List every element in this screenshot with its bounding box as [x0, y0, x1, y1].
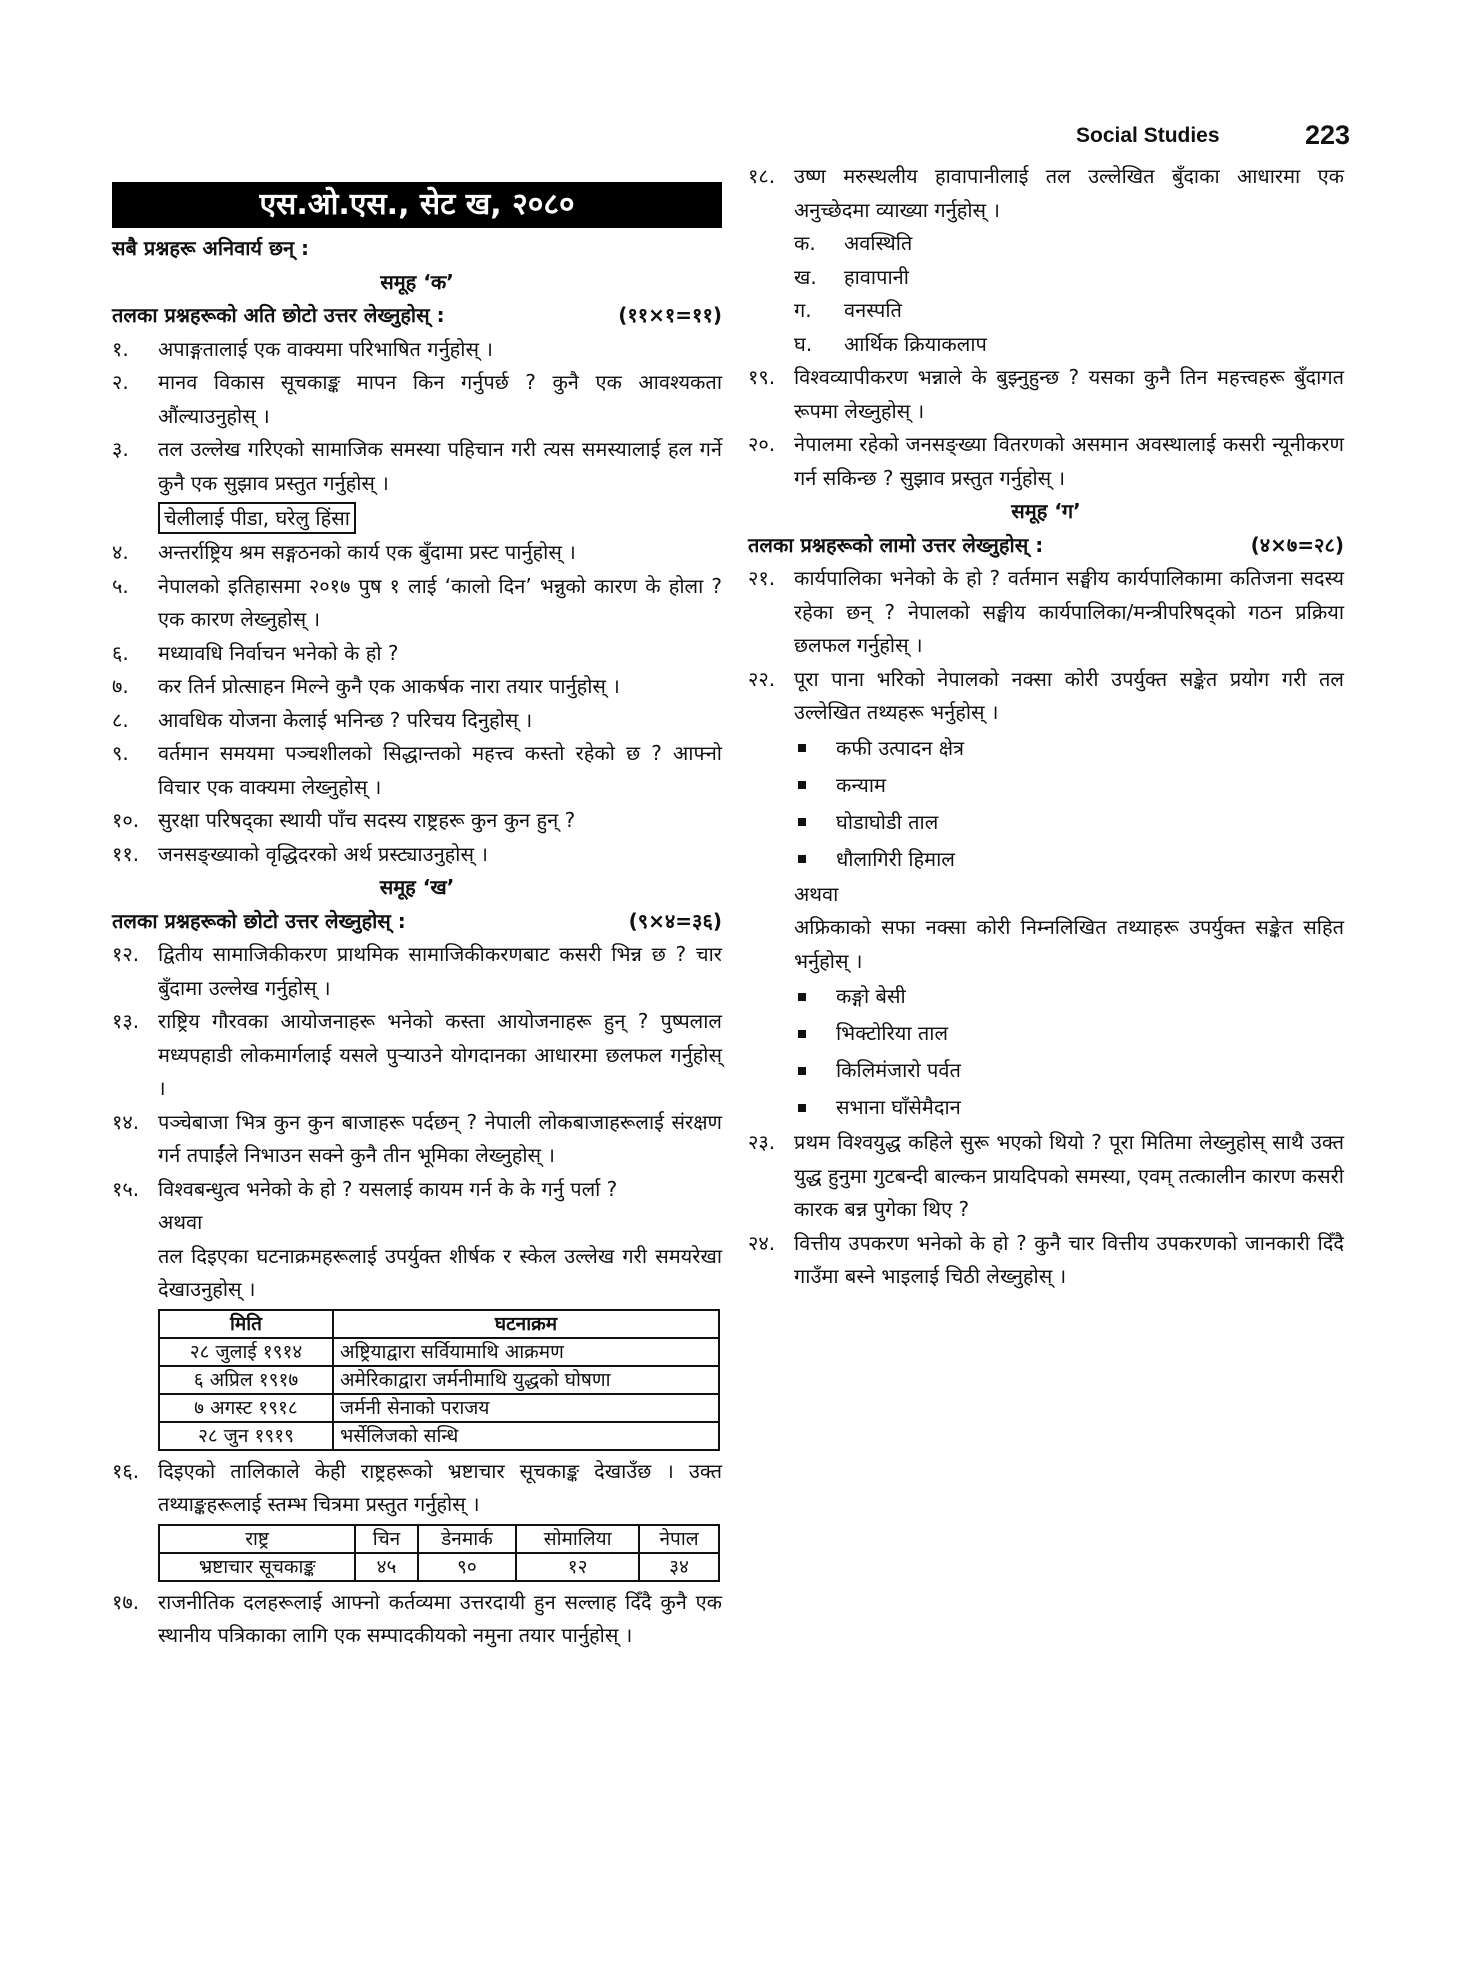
- bullet-text: घोडाघोडी ताल: [836, 809, 939, 834]
- table-header-row: [159, 1525, 719, 1553]
- square-bullet-icon: [798, 1067, 806, 1075]
- bullet-text: किलिमंजारो पर्वत: [836, 1058, 961, 1082]
- group-kha-marks: (९×४=३६): [628, 908, 722, 933]
- question-17: [112, 1586, 722, 1653]
- table-cell: ९०: [418, 1553, 517, 1581]
- group-ga-title: समूह ‘ग’: [1011, 499, 1081, 523]
- question-text: वित्तीय उपकरण भनेको के हो ? कुनै चार वित्तीय उपकरणको जानकारी दिँदै गाउँमा बस्ने भाइलाई चिठी लेख्नुहोस् ।: [794, 1230, 1344, 1288]
- group-kha-title: समूह ‘ख’: [379, 875, 455, 899]
- bullet-item: [748, 1089, 1344, 1126]
- question-11: [112, 838, 722, 872]
- question-text: पूरा पाना भरिको नेपालको नक्सा कोरी उपर्युक्त सङ्केत प्रयोग गरी तल उल्लेखित तथ्यहरू भर्नुहोस् ।: [794, 666, 1344, 724]
- bullet-item: [748, 1015, 1344, 1052]
- question-20: [748, 428, 1344, 495]
- question-text: प्रथम विश्वयुद्ध कहिले सुरू भएको थियो ? पूरा मितिमा लेख्नुहोस् साथै उक्त युद्ध हुनुमा गुटबन्दी बाल्कन प्रायदिपको समस्या, एवम् तत्कालीन कारण कसरी कारक बन्न पुगेका थिए ?: [794, 1130, 1344, 1221]
- table-row: [159, 1366, 719, 1394]
- question-number: ५.: [112, 573, 129, 598]
- page-number: 223: [1304, 120, 1350, 150]
- question-22-alt-text: अफ्रिकाको सफा नक्सा कोरी निम्नलिखित तथ्याहरू उपर्युक्त सङ्केत सहित भर्नुहोस् ।: [794, 915, 1344, 973]
- question-text: वर्तमान समयमा पञ्चशीलको सिद्धान्तको महत्त्व कस्तो रहेको छ ? आफ्नो विचार एक वाक्यमा लेख्नुहोस् ।: [158, 741, 722, 799]
- question-number: ७.: [112, 674, 129, 698]
- question-14: [112, 1106, 722, 1173]
- table-cell: जर्मनी सेनाको पराजय: [333, 1394, 719, 1422]
- group-ka-marks: (११×१=११): [618, 303, 722, 327]
- question-text: विश्वव्यापीकरण भन्नाले के बुझ्नुहुन्छ ? यसका कुनै तिन महत्त्वहरू बुँदागत रूपमा लेख्नुहोस् ।: [794, 365, 1344, 423]
- question-24: [748, 1227, 1344, 1294]
- question-22-or: अथवा: [794, 881, 839, 906]
- table-cell: २८ जुलाई १९१४: [159, 1338, 333, 1366]
- question-text: अन्तर्राष्ट्रिय श्रम सङ्गठनको कार्य एक बुँदामा प्रस्ट पार्नुहोस् ।: [158, 540, 576, 564]
- option-text: हावापानी: [844, 264, 909, 289]
- option-label: क.: [794, 231, 816, 255]
- question-number: २४.: [748, 1230, 776, 1255]
- bullet-text: कफी उत्पादन क्षेत्र: [836, 735, 965, 760]
- question-number: ६.: [112, 640, 129, 665]
- table-header-row: [159, 1310, 719, 1338]
- question-7: [112, 670, 722, 704]
- square-bullet-icon: [798, 1030, 806, 1038]
- table-cell: भर्सेलिजको सन्धि: [333, 1422, 719, 1450]
- table-row: [159, 1338, 719, 1366]
- question-4: [112, 536, 722, 570]
- question-15-or: अथवा: [158, 1210, 203, 1234]
- table-cell: ४५: [355, 1553, 417, 1581]
- question-number: १५.: [112, 1176, 140, 1201]
- table-header: सोमालिया: [516, 1525, 639, 1553]
- corruption-index-table: [158, 1524, 720, 1582]
- page-header: [1060, 120, 1350, 154]
- square-bullet-icon: [798, 1104, 806, 1112]
- group-kha-instruction-row: [112, 905, 722, 939]
- question-8: [112, 704, 722, 738]
- group-ka-title: समूह ‘क’: [380, 269, 454, 294]
- question-3: [112, 433, 722, 500]
- bullet-item: [748, 767, 1344, 804]
- question-number: ९.: [112, 741, 129, 765]
- table-cell: भ्रष्टाचार सूचकाङ्क: [159, 1553, 355, 1581]
- question-number: ८.: [112, 707, 129, 732]
- question-1: [112, 333, 722, 367]
- question-text: विश्वबन्धुत्व भनेको के हो ? यसलाई कायम गर्न के के गर्नु पर्ला ?: [158, 1176, 618, 1201]
- question-text: अपाङ्गतालाई एक वाक्यमा परिभाषित गर्नुहोस् ।: [158, 336, 493, 361]
- table-header: नेपाल: [639, 1525, 719, 1553]
- question-6: [112, 637, 722, 671]
- table-cell: अष्ट्रियाद्वारा सर्वियामाथि आक्रमण: [333, 1338, 719, 1366]
- question-number: २१.: [748, 566, 776, 590]
- question-text: पञ्चेबाजा भित्र कुन कुन बाजाहरू पर्दछन् ? नेपाली लोकबाजाहरूलाई संरक्षण गर्न तपाईंले निभाउन सक्ने कुनै तीन भूमिका लेख्नुहोस् ।: [158, 1109, 722, 1167]
- bullet-item: [748, 804, 1344, 841]
- question-5: [112, 570, 722, 637]
- question-text: कार्यपालिका भनेको के हो ? वर्तमान सङ्घीय कार्यपालिकामा कतिजना सदस्य रहेका छन् ? नेपालको सङ्घीय कार्यपालिका/मन्त्रीपरिषद्को गठन प्रक्रिया छलफल गर्नुहोस् ।: [794, 566, 1344, 657]
- option-label: ग.: [794, 298, 812, 322]
- group-ga-instruction-row: [748, 529, 1344, 563]
- right-column: [748, 160, 1344, 1294]
- question-text: आवधिक योजना केलाई भनिन्छ ? परिचय दिनुहोस् ।: [158, 707, 533, 732]
- table-row: [159, 1553, 719, 1581]
- question-text: कर तिर्न प्रोत्साहन मिल्ने कुनै एक आकर्षक नारा तयार पार्नुहोस् ।: [158, 674, 620, 698]
- question-number: २२.: [748, 666, 776, 691]
- option-item: [748, 328, 1344, 362]
- question-23: [748, 1126, 1344, 1227]
- bullet-text: सभाना घाँसेमैदान: [836, 1095, 961, 1119]
- table-header: राष्ट्र: [159, 1525, 355, 1553]
- question-9: [112, 737, 722, 804]
- group-ga-instruction: तलका प्रश्नहरूको लामो उत्तर लेख्नुहोस् :: [748, 532, 1044, 557]
- question-text: नेपालमा रहेको जनसङ्ख्या वितरणको असमान अवस्थालाई कसरी न्यूनीकरण गर्न सकिन्छ ? सुझाव प्रस्तुत गर्नुहोस् ।: [794, 432, 1344, 490]
- group-ka-instruction-row: [112, 299, 722, 333]
- table-row: [159, 1422, 719, 1450]
- bullet-text: भिक्टोरिया ताल: [836, 1021, 949, 1045]
- question-2: [112, 366, 722, 433]
- table-header: डेनमार्क: [418, 1525, 517, 1553]
- left-column: [112, 160, 722, 1653]
- table-header: घटनाक्रम: [333, 1310, 719, 1338]
- question-text: दिइएको तालिकाले केही राष्ट्रहरूको भ्रष्टाचार सूचकाङ्क देखाउँछ । उक्त तथ्याङ्कहरूलाई स्तम्भ चित्रमा प्रस्तुत गर्नुहोस् ।: [158, 1458, 722, 1516]
- table-row: [159, 1394, 719, 1422]
- question-text: उष्ण मरुस्थलीय हावापानीलाई तल उल्लेखित बुँदाका आधारमा एक अनुच्छेदमा व्याख्या गर्नुहोस् ।: [794, 164, 1344, 222]
- group-kha-instruction: तलका प्रश्नहरूको छोटो उत्तर लेख्नुहोस् :: [112, 908, 406, 933]
- question-text: राजनीतिक दलहरूलाई आफ्नो कर्तव्यमा उत्तरदायी हुन सल्लाह दिँदै कुनै एक स्थानीय पत्रिकाका लागि एक सम्पादकीयको नमुना तयार पार्नुहोस् ।: [158, 1589, 722, 1647]
- table-cell: ६ अप्रिल १९१७: [159, 1366, 333, 1394]
- table-cell: ३४: [639, 1553, 719, 1581]
- option-label: घ.: [794, 331, 813, 356]
- bullet-text: धौलागिरी हिमाल: [836, 846, 955, 871]
- question-number: १.: [112, 336, 129, 361]
- question-text: जनसङ्ख्याको वृद्धिदरको अर्थ प्रस्ट्याउनुहोस् ।: [158, 841, 488, 866]
- table-header: चिन: [355, 1525, 417, 1553]
- question-text: मध्यावधि निर्वाचन भनेको के हो ?: [158, 640, 399, 665]
- option-label: ख.: [794, 264, 817, 289]
- square-bullet-icon: [798, 818, 806, 826]
- header-subject: Social Studies: [1076, 124, 1220, 147]
- question-number: १३.: [112, 1009, 140, 1033]
- table-cell: १२: [516, 1553, 639, 1581]
- question-text: द्वितीय सामाजिकीकरण प्राथमिक सामाजिकीकरणबाट कसरी भिन्न छ ? चार बुँदामा उल्लेख गर्नुहोस् ।: [158, 942, 722, 1000]
- question-18: [748, 160, 1344, 227]
- square-bullet-icon: [798, 744, 806, 752]
- table-header: मिति: [159, 1310, 333, 1338]
- question-10: [112, 804, 722, 838]
- question-number: ३.: [112, 437, 129, 461]
- question-number: १८.: [748, 164, 776, 188]
- question-number: १९.: [748, 365, 776, 389]
- bullet-item: [748, 1052, 1344, 1089]
- question-text: मानव विकास सूचकाङ्क मापन किन गर्नुपर्छ ? कुनै एक आवश्यकता औंल्याउनुहोस् ।: [158, 370, 722, 428]
- group-ga-marks: (४×७=२८): [1250, 532, 1344, 557]
- square-bullet-icon: [798, 993, 806, 1001]
- question-number: १७.: [112, 1589, 140, 1614]
- question-text: नेपालको इतिहासमा २०१७ पुष १ लाई ‘कालो दिन’ भन्नुको कारण के होला ? एक कारण लेख्नुहोस् ।: [158, 573, 722, 631]
- set-title: एस.ओ.एस., सेट ख, २०८०: [112, 182, 722, 228]
- question-3-boxed-problem: चेलीलाई पीडा, घरेलु हिंसा: [158, 502, 356, 534]
- question-12: [112, 938, 722, 1005]
- square-bullet-icon: [798, 781, 806, 789]
- question-number: २०.: [748, 432, 776, 456]
- bullet-text: कङ्गो बेसी: [836, 984, 906, 1008]
- option-item: [748, 294, 1344, 328]
- all-compulsory-note: सबै प्रश्नहरू अनिवार्य छन् :: [112, 236, 310, 260]
- bullet-item: [748, 730, 1344, 767]
- question-16: [112, 1455, 722, 1522]
- bullet-item: [748, 841, 1344, 878]
- option-text: अवस्थिति: [844, 231, 913, 255]
- square-bullet-icon: [798, 855, 806, 863]
- bullet-item: [748, 978, 1344, 1015]
- option-text: आर्थिक क्रियाकलाप: [844, 331, 987, 356]
- question-number: १०.: [112, 808, 140, 832]
- table-cell: २८ जुन १९१९: [159, 1422, 333, 1450]
- question-number: २३.: [748, 1130, 776, 1154]
- question-text: तल उल्लेख गरिएको सामाजिक समस्या पहिचान गरी त्यस समस्यालाई हल गर्ने कुनै एक सुझाव प्रस्तुत गर्नुहोस् ।: [158, 437, 722, 495]
- option-text: वनस्पति: [844, 298, 902, 322]
- table-cell: ७ अगस्ट १९१८: [159, 1394, 333, 1422]
- question-number: २.: [112, 370, 129, 394]
- table-cell: अमेरिकाद्वारा जर्मनीमाथि युद्धको घोषणा: [333, 1366, 719, 1394]
- question-21: [748, 562, 1344, 663]
- question-number: १६.: [112, 1458, 140, 1483]
- question-15: [112, 1173, 722, 1207]
- question-22: [748, 663, 1344, 730]
- events-table: [158, 1309, 720, 1451]
- question-number: १४.: [112, 1109, 140, 1134]
- question-number: ४.: [112, 540, 129, 564]
- question-text: राष्ट्रिय गौरवका आयोजनाहरू भनेको कस्ता आयोजनाहरू हुन् ? पुष्पलाल मध्यपहाडी लोकमार्गलाई यसले पुऱ्याउने योगदानका आधारमा छलफल गर्नुहोस् ।: [158, 1009, 722, 1100]
- question-13: [112, 1005, 722, 1106]
- question-19: [748, 361, 1344, 428]
- question-number: १२.: [112, 942, 140, 966]
- question-15-alt-text: तल दिइएका घटनाक्रमहरूलाई उपर्युक्त शीर्षक र स्केल उल्लेख गरी समयरेखा देखाउनुहोस् ।: [158, 1243, 722, 1301]
- option-item: [748, 261, 1344, 295]
- option-item: [748, 227, 1344, 261]
- group-ka-instruction: तलका प्रश्नहरूको अति छोटो उत्तर लेख्नुहोस् :: [112, 303, 445, 327]
- question-text: सुरक्षा परिषद्का स्थायी पाँच सदस्य राष्ट्रहरू कुन कुन हुन् ?: [158, 808, 576, 832]
- question-number: ११.: [112, 841, 140, 866]
- bullet-text: कन्याम: [836, 772, 886, 797]
